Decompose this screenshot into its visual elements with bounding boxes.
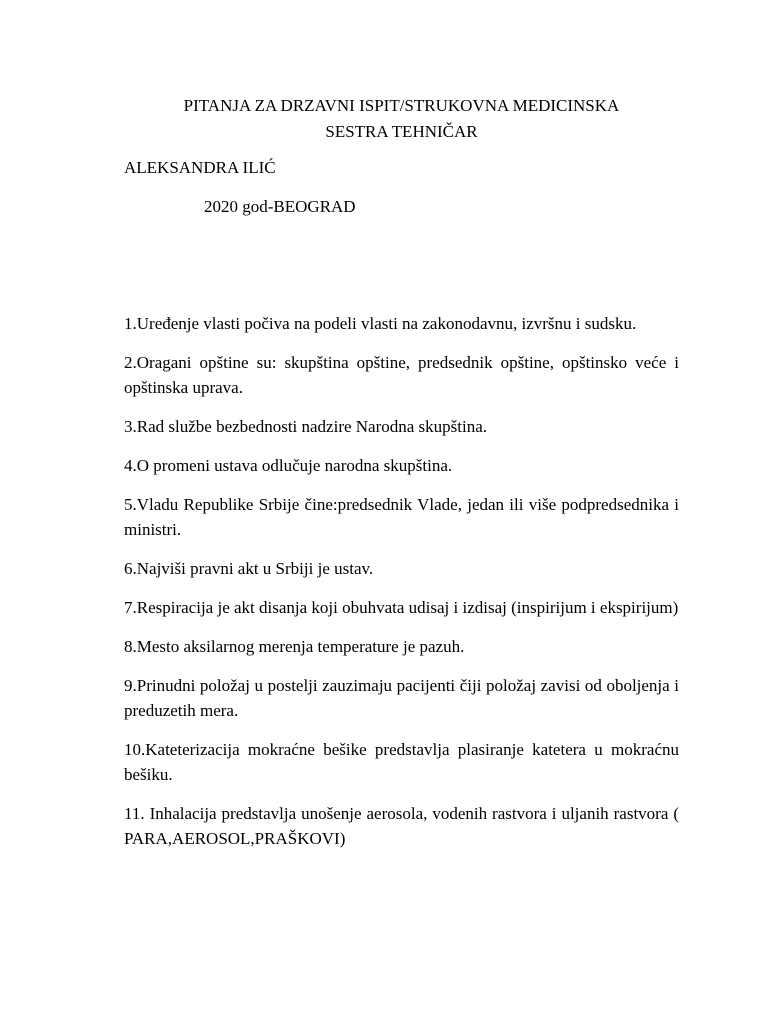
title-line-1: PITANJA ZA DRZAVNI ISPIT/STRUKOVNA MEDICINSKA [183,96,620,115]
question-item: 4.O promeni ustava odlučuje narodna skupština. [124,456,453,475]
question-item: 8.Mesto aksilarnog merenja temperature je pazuh. [124,637,465,656]
question-item: 9.Prinudni položaj u postelji zauzimaju pacijenti čiji položaj zavisi od oboljenja i preduzetih mera. [124,676,679,720]
question-list [124,311,679,865]
document-title [124,93,679,145]
question-item: 2.Oragani opštine su: skupština opštine, predsednik opštine, opštinsko veće i opštinska uprava. [124,353,679,397]
question-item: 7.Respiracija je akt disanja koji obuhvata udisaj i izdisaj (inspirijum i ekspirijum) [124,598,679,617]
date-place: 2020 god-BEOGRAD [204,197,356,216]
question-item: 6.Najviši pravni akt u Srbiji je ustav. [124,559,374,578]
question-item: 1.Uređenje vlasti počiva na podeli vlasti na zakonodavnu, izvršnu i sudsku. [124,314,637,333]
question-item: 11. Inhalacija predstavlja unošenje aerosola, vodenih rastvora i uljanih rastvora ( PARA,AEROSOL,PRAŠKOVI) [124,804,679,848]
author-name: ALEKSANDRA ILIĆ [124,158,276,177]
question-item: 5.Vladu Republike Srbije čine:predsednik Vlade, jedan ili više podpredsednika i ministri. [124,495,679,539]
question-item: 3.Rad službe bezbednosti nadzire Narodna skupština. [124,417,488,436]
question-item: 10.Kateterizacija mokraćne bešike predstavlja plasiranje katetera u mokraćnu bešiku. [124,740,679,784]
title-line-2: SESTRA TEHNIČAR [325,122,478,141]
